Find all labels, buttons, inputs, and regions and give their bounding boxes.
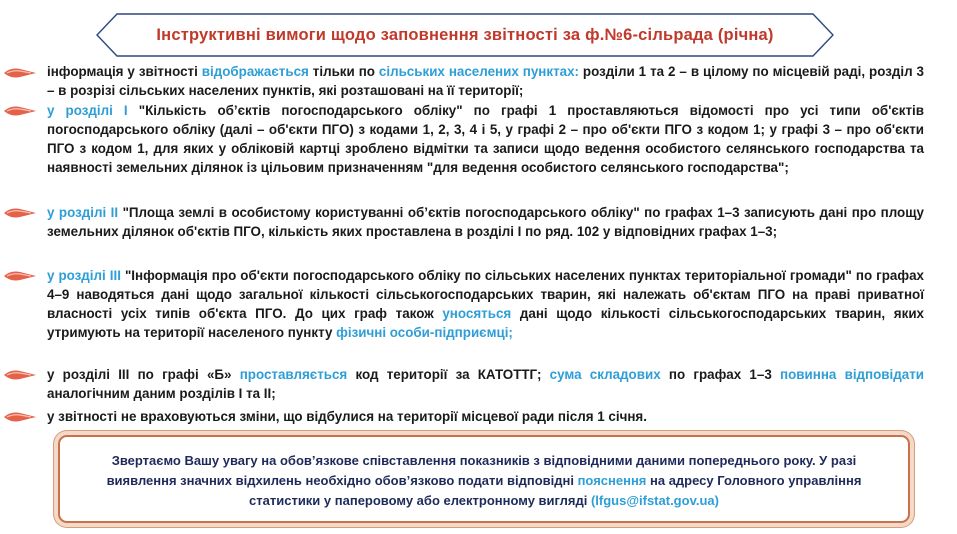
item-highlight: сума складових [549,367,661,382]
item-text: "Кількість об’єктів погосподарського обліку" по графі 1 проставляються відомості про усі типи об'єктів погосподарського обліку (далі – об'єкти ПГО) з кодами 1, 2, 3, 4 і 5, у графі 2 – про об'єкти ПГО з кодом 1; у графі 3 – про об'єкти ПГО з кодом 1, для яких у обліковій картці зроблено відмітки та записи щодо ведення особистого селянського господарства та наявності земельних ділянок із цільовим призначенням "для ведення особистого селянського господарства"; [47,103,924,175]
list-item-section-3 [47,266,924,342]
list-item-section-1 [47,101,924,177]
item-text: "Площа землі в особистому користуванні об’єктів погосподарського обліку" по графах 1–3 записують дані про площу земельних ділянок об'єктів ПГО, кількість яких проставлена в розділі І по ряд. 102 у відповідних графах 1–3; [47,205,924,239]
item-highlight: у розділі І [47,103,128,118]
item-highlight: сільських населених пунктах: [378,64,579,79]
item-text: інформація у звітності [47,64,202,79]
arrow-bullet-icon [3,104,37,118]
email-link[interactable]: (lfgus@ifstat.gov.ua) [590,493,719,508]
item-text: аналогічним даним розділів І та ІІ; [47,386,276,401]
item-text: "Інформація про об'єкти погосподарського обліку по сільських населених пунктах територіальної громади" по графах 4–9 наводяться дані щодо загальної кількості сільськогосподарських тварин, які належать об'єктам ПГО на праві приватної власності усіх типів об'єкта ПГО. До цих граф також [47,268,924,321]
arrow-bullet-icon [3,269,37,283]
item-text: дані щодо кількості сільськогосподарських тварин, яких утримують на території населеного пункту [47,306,924,340]
notice-highlight: пояснення [577,473,647,488]
item-highlight: проставляється [239,367,348,382]
item-text: у звітності не враховуються зміни, що відбулися на території місцевої ради після 1 січня. [47,409,647,424]
arrow-bullet-icon [3,368,37,382]
notice-text-part: на адресу Головного управління статистики у паперовому або електронному вигляді [249,473,862,508]
list-item-changes [47,407,924,426]
arrow-bullet-icon [3,410,37,424]
item-text: розділи 1 та 2 – в цілому по місцевій раді, розділ 3 – в розрізі сільських населених пунктів, які розташовані на її території; [47,64,924,98]
notice-text [78,451,890,511]
item-highlight: повинна відповідати [780,367,924,382]
item-highlight: фізичні особи-підприємці; [336,325,513,340]
item-text: у розділі ІІІ по графі «Б» [47,367,240,382]
list-item-section-2 [47,203,924,241]
item-text: по графах 1–3 [660,367,780,382]
list-item-info-display [47,62,924,100]
item-highlight: у розділі ІІ [47,205,119,220]
list-item-section-3-column-b [47,365,924,403]
item-text: тільки по [308,64,379,79]
arrow-bullet-icon [3,66,37,80]
item-highlight: уносяться [442,306,512,321]
title-banner [95,12,835,58]
page-title: Інструктивні вимоги щодо заповнення звітності за ф.№6-сільрада (річна) [156,25,774,44]
item-highlight: у розділі ІІІ [47,268,121,283]
item-text: код території за КАТОТТГ; [347,367,550,382]
arrow-bullet-icon [3,206,37,220]
notice-text-part: Звертаємо Вашу увагу на обов’язкове співставлення показників з відповідними даними попереднього року. У разі виявлення значних відхилень необхідно обов’язково подати відповідні [106,453,857,488]
notice-box [58,435,910,523]
item-highlight: відображається [201,64,309,79]
